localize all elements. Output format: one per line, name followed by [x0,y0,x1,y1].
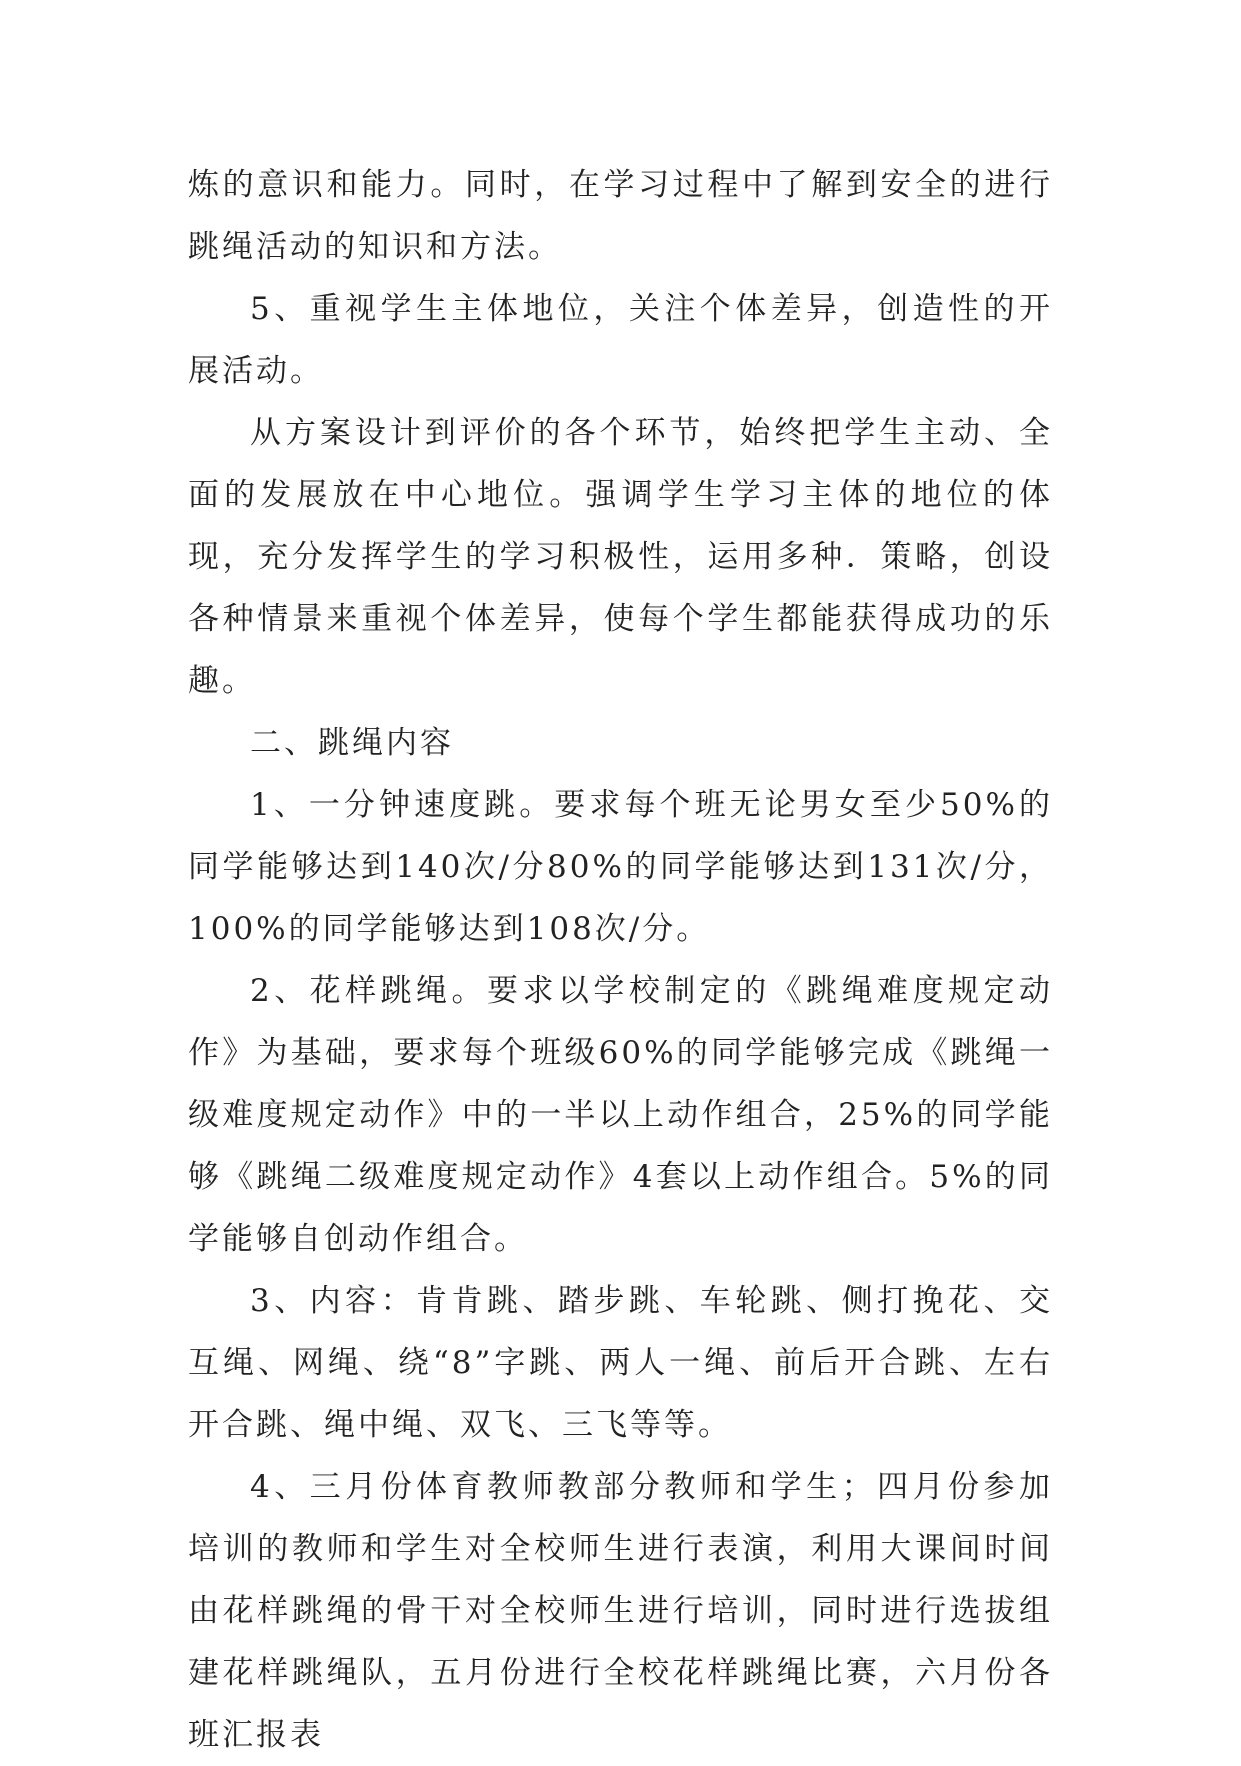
paragraph-item-1-speed-jump: 1、一分钟速度跳。要求每个班无论男女至少50%的同学能够达到140次/分80%的同学能够达到131次/分，100%的同学能够达到108次/分。 [188,787,1053,947]
paragraph-item-4-schedule: 4、三月份体育教师教部分教师和学生；四月份参加培训的教师和学生对全校师生进行表演，利用大课间时间由花样跳绳的骨干对全校师生进行培训，同时进行选拔组建花样跳绳队，五月份进行全校花样跳绳比赛，六月份各班汇报表 [188,1469,1053,1753]
section-heading-rope-skipping-content: 二、跳绳内容 [250,725,454,761]
paragraph-continuation: 炼的意识和能力。同时，在学习过程中了解到安全的进行跳绳活动的知识和方法。 [188,167,1053,265]
paragraph-item-2-fancy-rope: 2、花样跳绳。要求以学校制定的《跳绳难度规定动作》为基础，要求每个班级60%的同学能够完成《跳绳一级难度规定动作》中的一半以上动作组合，25%的同学能够《跳绳二级难度规定动作》4套以上动作组合。5%的同学能够自创动作组合。 [188,973,1053,1257]
paragraph-item-3-content: 3、内容：肯肯跳、踏步跳、车轮跳、侧打挽花、交互绳、网绳、绕“8”字跳、两人一绳、前后开合跳、左右开合跳、绳中绳、双飞、三飞等等。 [188,1283,1053,1443]
document-body [188,154,1053,1766]
paragraph-design-evaluation: 从方案设计到评价的各个环节，始终把学生主动、全面的发展放在中心地位。强调学生学习主体的地位的体现，充分发挥学生的学习积极性，运用多种．策略，创设各种情景来重视个体差异，使每个学生都能获得成功的乐趣。 [188,415,1053,699]
paragraph-item-5: 5、重视学生主体地位，关注个体差异，创造性的开展活动。 [188,291,1053,389]
